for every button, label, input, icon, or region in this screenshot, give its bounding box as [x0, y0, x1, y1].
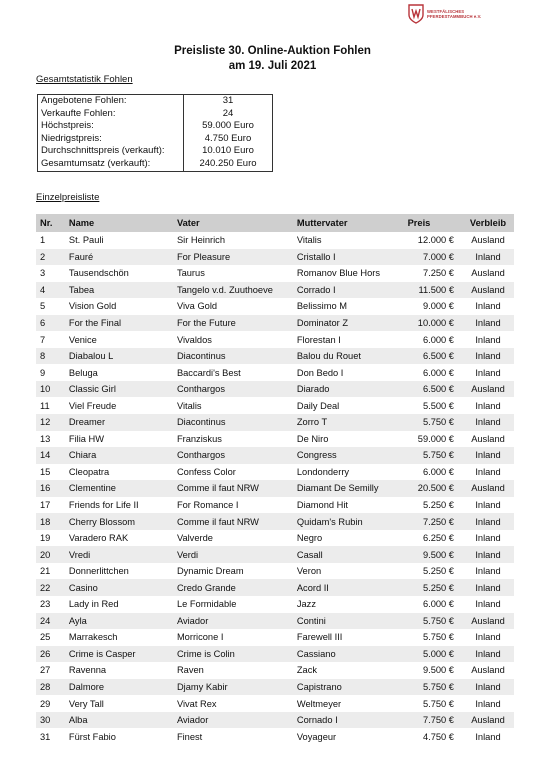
table-row [36, 728, 514, 745]
cell-nr: 31 [40, 731, 51, 742]
cell-name: For the Final [65, 315, 173, 332]
cell-vater: Aviador [173, 613, 293, 630]
table-row [36, 464, 514, 481]
cell-nr: 16 [36, 480, 65, 497]
cell-nr: 19 [40, 533, 51, 544]
cell-muttervater: Voyageur [296, 731, 337, 742]
table-row [36, 579, 514, 596]
cell-muttervater: Capistrano [293, 679, 402, 696]
cell-name: Classic Girl [65, 381, 173, 398]
cell-preis: 6.250 € [422, 533, 454, 544]
cell-muttervater: Don Bedo I [296, 367, 344, 378]
cell-vater: Sir Heinrich [176, 235, 225, 246]
cell-name: Very Tall [68, 698, 104, 709]
cell-nr: 15 [40, 466, 51, 477]
cell-verbleib: Inland [462, 579, 514, 596]
column-header-vater: Vater [173, 214, 293, 232]
cell-preis: 5.750 € [402, 414, 462, 431]
cell-muttervater: Congress [293, 447, 402, 464]
title-line-2: am 19. Juli 2021 [228, 60, 317, 72]
cell-preis: 5.750 € [402, 679, 462, 696]
table-row [36, 695, 514, 712]
cell-name: Fauré [65, 249, 173, 266]
stats-label: Verkaufte Fohlen: [41, 107, 116, 119]
cell-verbleib: Ausland [471, 235, 505, 246]
table-row [36, 646, 514, 663]
cell-verbleib: Ausland [462, 480, 514, 497]
cell-name: Vision Gold [68, 301, 117, 312]
cell-verbleib: Inland [462, 315, 514, 332]
stats-value: 240.250 Euro [184, 158, 273, 171]
cell-name: Diabalou L [65, 348, 173, 365]
price-table-header-row [36, 214, 514, 232]
cell-muttervater: Diamant De Semilly [293, 480, 402, 497]
cell-muttervater: Florestan I [296, 334, 341, 345]
cell-vater: Crime is Colin [173, 646, 293, 663]
column-header-muttervater: Muttervater [293, 214, 402, 232]
cell-verbleib: Inland [462, 646, 514, 663]
cell-vater: Diacontinus [173, 348, 293, 365]
cell-nr: 9 [40, 367, 46, 378]
table-row [36, 712, 514, 729]
cell-muttervater: Belissimo M [296, 301, 347, 312]
cell-verbleib: Inland [475, 367, 501, 378]
cell-muttervater: Contini [293, 613, 402, 630]
cell-name: Ravenna [68, 665, 107, 676]
cell-muttervater: Diamond Hit [296, 500, 349, 511]
cell-preis: 9.500 € [422, 665, 454, 676]
cell-verbleib: Inland [462, 679, 514, 696]
table-row [36, 397, 514, 414]
table-row [36, 530, 514, 547]
cell-preis: 5.750 € [422, 632, 454, 643]
cell-vater: Diacontinus [173, 414, 293, 431]
cell-muttervater: Diarado [293, 381, 402, 398]
stats-value: 24 [184, 108, 273, 121]
cell-verbleib: Inland [475, 632, 501, 643]
cell-name: Filia HW [68, 433, 105, 444]
cell-nr: 21 [40, 566, 51, 577]
cell-preis: 7.750 € [402, 712, 462, 729]
cell-verbleib: Inland [475, 599, 501, 610]
stats-table [37, 94, 273, 172]
cell-vater: Franziskus [176, 433, 222, 444]
title-line-1: Preisliste 30. Online-Auktion Fohlen [174, 45, 371, 57]
cell-muttervater: Quidam's Rubin [293, 513, 402, 530]
cell-preis: 59.000 € [417, 433, 454, 444]
cell-muttervater: Acord II [293, 579, 402, 596]
cell-nr: 24 [36, 613, 65, 630]
cell-nr: 1 [40, 235, 46, 246]
cell-nr: 5 [40, 301, 46, 312]
cell-nr: 17 [40, 500, 51, 511]
cell-preis: 9.000 € [422, 301, 454, 312]
cell-muttervater: Zack [296, 665, 318, 676]
cell-nr: 22 [36, 579, 65, 596]
cell-verbleib: Inland [475, 500, 501, 511]
cell-muttervater: Zorro T [293, 414, 402, 431]
cell-verbleib: Inland [475, 301, 501, 312]
stats-label: Angebotene Fohlen: [41, 95, 127, 106]
table-row [36, 662, 514, 679]
stats-value: 4.750 Euro [184, 133, 273, 146]
cell-verbleib: Inland [475, 334, 501, 345]
cell-vater: Comme il faut NRW [173, 480, 293, 497]
cell-preis: 5.750 € [402, 613, 462, 630]
cell-verbleib: Inland [475, 566, 501, 577]
cell-name: Clementine [65, 480, 173, 497]
cell-nr: 10 [36, 381, 65, 398]
cell-nr: 3 [40, 268, 46, 279]
table-row [36, 497, 514, 514]
cell-vater: For the Future [173, 315, 293, 332]
cell-name: Cleopatra [68, 466, 110, 477]
cell-nr: 11 [40, 400, 50, 411]
cell-nr: 28 [36, 679, 65, 696]
cell-muttervater: Balou du Rouet [293, 348, 402, 365]
cell-verbleib: Inland [462, 348, 514, 365]
cell-nr: 6 [36, 315, 65, 332]
cell-muttervater: Casall [293, 546, 402, 563]
cell-vater: Morricone I [176, 632, 224, 643]
table-row [36, 282, 514, 299]
stats-row [38, 133, 273, 146]
westfalen-logo [408, 4, 481, 24]
table-row [36, 364, 514, 381]
stats-row [38, 145, 273, 158]
cell-preis: 11.500 € [402, 282, 462, 299]
table-row [36, 679, 514, 696]
cell-muttervater: Londonderry [296, 466, 350, 477]
cell-preis: 12.000 € [417, 235, 454, 246]
cell-preis: 6.000 € [422, 334, 454, 345]
cell-muttervater: Cristallo I [293, 249, 402, 266]
stats-row [38, 158, 273, 171]
cell-vater: Credo Grande [173, 579, 293, 596]
cell-muttervater: Daily Deal [296, 400, 340, 411]
cell-name: St. Pauli [68, 235, 104, 246]
table-row [36, 265, 514, 282]
cell-nr: 4 [36, 282, 65, 299]
cell-nr: 27 [40, 665, 51, 676]
cell-nr: 18 [36, 513, 65, 530]
cell-verbleib: Inland [475, 731, 501, 742]
cell-vater: Confess Color [176, 466, 236, 477]
column-header-nr: Nr. [36, 214, 65, 232]
shield-logo-icon [408, 4, 424, 24]
table-row [36, 331, 514, 348]
cell-preis: 6.500 € [402, 381, 462, 398]
table-row [36, 298, 514, 315]
cell-vater: Tangelo v.d. Zuuthoeve [173, 282, 293, 299]
cell-verbleib: Ausland [471, 268, 505, 279]
cell-vater: Vitalis [176, 400, 202, 411]
cell-muttervater: Veron [296, 566, 322, 577]
cell-vater: Djamy Kabir [173, 679, 293, 696]
table-row [36, 348, 514, 365]
cell-nr: 29 [40, 698, 51, 709]
stats-row [38, 120, 273, 133]
stats-table-body [38, 95, 273, 172]
cell-name: Fürst Fabio [68, 731, 116, 742]
cell-preis: 5.000 € [402, 646, 462, 663]
prices-heading: Einzelpreisliste [36, 192, 100, 203]
stats-label: Höchstpreis: [41, 120, 94, 132]
cell-name: Friends for Life II [68, 500, 139, 511]
cell-preis: 20.500 € [402, 480, 462, 497]
cell-vater: Le Formidable [176, 599, 237, 610]
table-row [36, 232, 514, 249]
table-row [36, 315, 514, 332]
table-row [36, 381, 514, 398]
cell-preis: 5.250 € [422, 500, 454, 511]
cell-name: Casino [65, 579, 173, 596]
cell-verbleib: Ausland [462, 712, 514, 729]
cell-verbleib: Inland [462, 447, 514, 464]
cell-vater: Aviador [173, 712, 293, 729]
cell-vater: Baccardi's Best [176, 367, 241, 378]
cell-name: Dreamer [65, 414, 173, 431]
stats-value: 31 [184, 95, 273, 108]
cell-muttervater: Corrado I [293, 282, 402, 299]
cell-preis: 5.750 € [402, 447, 462, 464]
price-table-body [36, 232, 514, 745]
cell-preis: 7.000 € [402, 249, 462, 266]
cell-nr: 12 [36, 414, 65, 431]
stats-label: Gesamtumsatz (verkauft): [41, 157, 151, 169]
cell-vater: Taurus [176, 268, 205, 279]
cell-preis: 6.000 € [422, 599, 454, 610]
table-row [36, 563, 514, 580]
cell-verbleib: Inland [475, 466, 501, 477]
cell-preis: 6.500 € [402, 348, 462, 365]
cell-verbleib: Inland [462, 546, 514, 563]
cell-name: Crime is Casper [65, 646, 173, 663]
cell-name: Vredi [65, 546, 173, 563]
cell-name: Ayla [65, 613, 173, 630]
column-header-verbleib: Verbleib [462, 214, 514, 232]
cell-muttervater: Weltmeyer [296, 698, 342, 709]
cell-name: Dalmore [65, 679, 173, 696]
cell-verbleib: Inland [462, 249, 514, 266]
table-row [36, 546, 514, 563]
cell-vater: Viva Gold [176, 301, 218, 312]
cell-preis: 6.000 € [422, 367, 454, 378]
cell-vater: Conthargos [173, 381, 293, 398]
column-header-name: Name [65, 214, 173, 232]
table-row [36, 431, 514, 448]
cell-muttervater: Farewell III [296, 632, 343, 643]
logo-line-1: WESTFÄLISCHES [427, 9, 465, 14]
logo-text [427, 9, 481, 19]
cell-nr: 20 [36, 546, 65, 563]
cell-name: Tausendschön [68, 268, 129, 279]
table-row [36, 447, 514, 464]
cell-verbleib: Inland [475, 400, 501, 411]
table-row [36, 629, 514, 646]
cell-name: Cherry Blossom [65, 513, 173, 530]
cell-name: Viel Freude [68, 400, 117, 411]
cell-vater: Comme il faut NRW [173, 513, 293, 530]
cell-verbleib: Ausland [471, 433, 505, 444]
cell-muttervater: Cornado I [293, 712, 402, 729]
table-row [36, 414, 514, 431]
stats-value: 10.010 Euro [184, 145, 273, 158]
cell-vater: Conthargos [173, 447, 293, 464]
cell-nr: 8 [36, 348, 65, 365]
cell-nr: 13 [40, 433, 51, 444]
cell-name: Beluga [68, 367, 98, 378]
table-row [36, 249, 514, 266]
price-table [36, 214, 514, 745]
document-title [0, 44, 545, 74]
cell-name: Lady in Red [68, 599, 119, 610]
cell-preis: 9.500 € [402, 546, 462, 563]
table-row [36, 596, 514, 613]
cell-muttervater: Cassiano [293, 646, 402, 663]
cell-name: Chiara [65, 447, 173, 464]
cell-muttervater: Vitalis [296, 235, 322, 246]
cell-muttervater: Romanov Blue Hors [296, 268, 381, 279]
cell-vater: For Romance I [176, 500, 239, 511]
cell-verbleib: Inland [475, 533, 501, 544]
cell-name: Alba [65, 712, 173, 729]
cell-verbleib: Ausland [462, 381, 514, 398]
cell-name: Venice [68, 334, 97, 345]
cell-nr: 30 [36, 712, 65, 729]
cell-preis: 7.250 € [402, 513, 462, 530]
stats-row [38, 95, 273, 108]
cell-nr: 7 [40, 334, 46, 345]
cell-vater: Vivat Rex [176, 698, 217, 709]
column-header-preis: Preis [402, 214, 462, 232]
cell-muttervater: De Niro [296, 433, 329, 444]
cell-name: Varadero RAK [68, 533, 129, 544]
stats-row [38, 108, 273, 121]
logo-line-2: PFERDESTAMMBUCH e.V. [427, 14, 482, 19]
cell-muttervater: Dominator Z [293, 315, 402, 332]
cell-preis: 5.250 € [402, 579, 462, 596]
cell-vater: Finest [176, 731, 203, 742]
table-row [36, 480, 514, 497]
cell-nr: 25 [40, 632, 51, 643]
cell-nr: 14 [36, 447, 65, 464]
cell-vater: Valverde [176, 533, 213, 544]
cell-preis: 4.750 € [422, 731, 454, 742]
cell-verbleib: Inland [475, 698, 501, 709]
table-row [36, 513, 514, 530]
cell-vater: Verdi [173, 546, 293, 563]
cell-nr: 26 [36, 646, 65, 663]
cell-vater: Dynamic Dream [176, 566, 244, 577]
cell-nr: 2 [36, 249, 65, 266]
cell-vater: Raven [176, 665, 204, 676]
cell-preis: 6.000 € [422, 466, 454, 477]
cell-preis: 5.250 € [422, 566, 454, 577]
stats-value: 59.000 Euro [184, 120, 273, 133]
cell-verbleib: Ausland [462, 282, 514, 299]
cell-preis: 5.500 € [422, 400, 454, 411]
cell-nr: 23 [40, 599, 51, 610]
stats-label: Niedrigstpreis: [41, 132, 102, 144]
cell-name: Tabea [65, 282, 173, 299]
cell-muttervater: Jazz [296, 599, 316, 610]
stats-heading: Gesamtstatistik Fohlen [36, 74, 133, 85]
cell-preis: 10.000 € [402, 315, 462, 332]
stats-label: Durchschnittspreis (verkauft): [41, 145, 165, 157]
cell-vater: Vivaldos [176, 334, 212, 345]
cell-verbleib: Ausland [471, 665, 505, 676]
cell-name: Donnerlittchen [68, 566, 129, 577]
cell-preis: 5.750 € [422, 698, 454, 709]
table-row [36, 613, 514, 630]
cell-preis: 7.250 € [422, 268, 454, 279]
cell-name: Marrakesch [68, 632, 118, 643]
cell-muttervater: Negro [296, 533, 323, 544]
cell-vater: For Pleasure [173, 249, 293, 266]
cell-verbleib: Inland [462, 513, 514, 530]
cell-verbleib: Inland [462, 414, 514, 431]
cell-verbleib: Ausland [462, 613, 514, 630]
